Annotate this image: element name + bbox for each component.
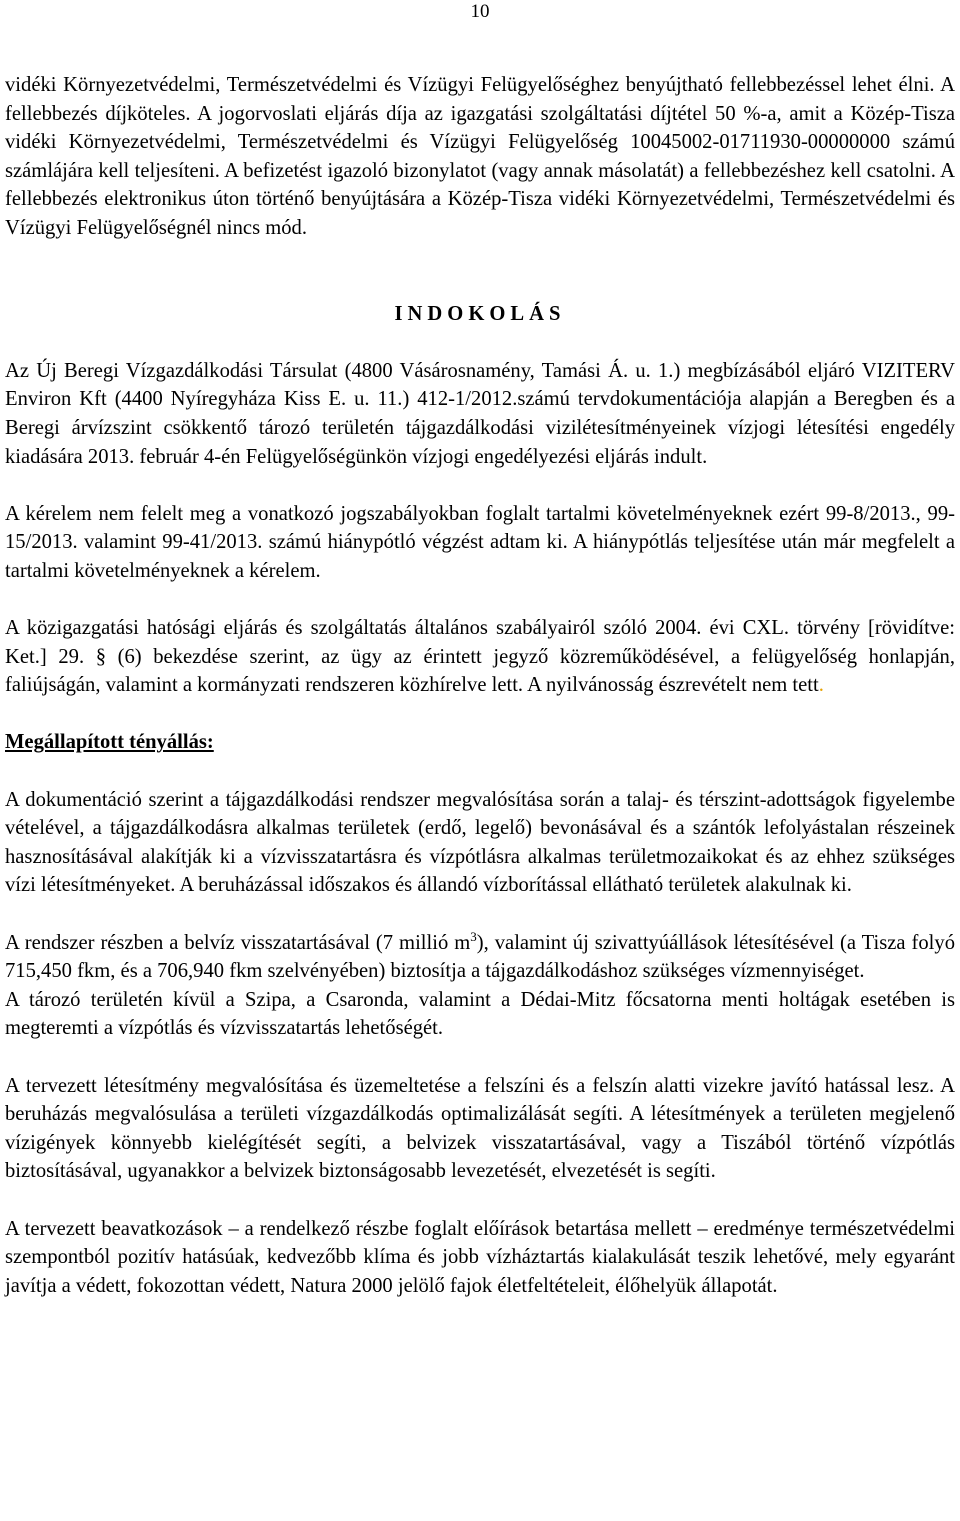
cubic-superscript: 3 <box>470 928 477 944</box>
water-retention-text-end: ), valamint új szivattyúállások létesítésével (a Tisza folyó 715,450 fkm, és a 706,940 fkm szelvényében) biztosítja a tájgazdálkodáshoz szükséges vízmennyiséget. <box>5 931 955 983</box>
publicity-end-mark: . <box>818 674 824 697</box>
proceedings-paragraph: Az Új Beregi Vízgazdálkodási Társulat (4800 Vásárosnamény, Tamási Á. u. 1.) megbízásából eljáró VIZITERV Environ Kft (4400 Nyíregyháza Kiss E. u. 11.) 412-1/2012.számú tervdokumentációja alapján a Beregben és a Beregi árvízszint csökkentő tározó területén tájgazdálkodási vizilétesítményeinek vízjogi létesítési engedély kiadására 2013. február 4-én Felügyelőségünkön vízjogi engedélyezési eljárás indult. <box>5 359 955 468</box>
documentation-paragraph: A dokumentáció szerint a tájgazdálkodási rendszer megvalósítása során a talaj- és térszint-adottságok figyelembe vételével, a tájgazdálkodásra alkalmas területek (erdő, legelő) bevonásával és a szántók lefolyástalan részeinek hasznosításával alakítják ki a vízvisszatartásra és vízpótlásra alkalmas területmozaikokat és az ehhez szükséges vízi létesítményeket. A beruházással időszakos és állandó vízborítással ellátható területek alakulnak ki. <box>5 788 955 897</box>
oxbow-paragraph: A tározó területén kívül a Szipa, a Csaronda, valamint a Dédai-Mitz főcsatorna menti holtágak esetében is megteremti a vízpótlás és vízvisszatartás lehetőségét. <box>5 988 955 1040</box>
document-body <box>5 71 955 1300</box>
impact-paragraph: A tervezett létesítmény megvalósítása és üzemeltetése a felszíni és a felszín alatti vizekre javító hatással lesz. A beruházás megvalósulása a területi vízgazdálkodás optimalizálását segíti. A létesítmények a területen megjelenő vízigények könnyebb kielégítését segíti, a belvizek visszatartásával, vagy a Tiszából történő vízpótlás biztosításával, ugyanakkor a belvizek biztonságosabb levezetését, elvezetését is segíti. <box>5 1074 955 1183</box>
publicity-text: A közigazgatási hatósági eljárás és szolgáltatás általános szabályairól szóló 2004. évi CXL. törvény [rövidítve: Ket.] 29. § (6) bekezdése szerint, az ügy az érintett jegyző közreműködésével, a felügyelőség honlapján, faliújságán, valamint a kormányzati rendszeren közhírelve lett. A nyilvánosság észrevételt nem tett <box>5 617 955 697</box>
section-heading-indokolas: INDOKOLÁS <box>394 302 566 325</box>
publicity-paragraph <box>5 614 955 700</box>
water-retention-text-start: A rendszer részben a belvíz visszatartásával (7 millió m <box>5 931 471 954</box>
deficiency-paragraph: A kérelem nem felelt meg a vonatkozó jogszabályokban foglalt tartalmi követelményeknek ezért 99-8/2013., 99-15/2013. valamint 99-41/2013. számú hiánypótló végzést adtam ki. A hiánypótlás teljesítése után már megfelelt a tartalmi követelményeknek a kérelem. <box>5 502 955 582</box>
appeal-paragraph: vidéki Környezetvédelmi, Természetvédelmi és Vízügyi Felügyelőséghez benyújtható fellebbezéssel lehet élni. A fellebbezés díjköteles. A jogorvoslati eljárás díja az igazgatási szolgáltatási díjtétel 50 %-a, amit a Közép-Tisza vidéki Környezetvédelmi, Természetvédelmi és Vízügyi Felügyelőség 10045002-01711930-00000000 számú számlájára kell teljesíteni. A befizetést igazoló bizonylatot (vagy annak másolatát) a fellebbezéshez kell csatolni. A fellebbezés elektronikus úton történő benyújtására a Közép-Tisza vidéki Környezetvédelmi, Természetvédelmi és Vízügyi Felügyelőségnél nincs mód. <box>5 74 955 239</box>
nature-conservation-paragraph: A tervezett beavatkozások – a rendelkező részbe foglalt előírások betartása mellett – eredménye természetvédelmi szempontból pozitív hatásúak, kedvezőbb klíma és jobb vízháztartás kialakulását teszik lehetővé, mely egyaránt javítja a védett, fokozottan védett, Natura 2000 jelölő fajok életfeltételeit, élőhelyük állapotát. <box>5 1217 955 1297</box>
water-retention-paragraph <box>5 929 955 986</box>
page-number: 10 <box>470 1 490 22</box>
facts-subheading: Megállapított tényállás: <box>5 731 214 754</box>
